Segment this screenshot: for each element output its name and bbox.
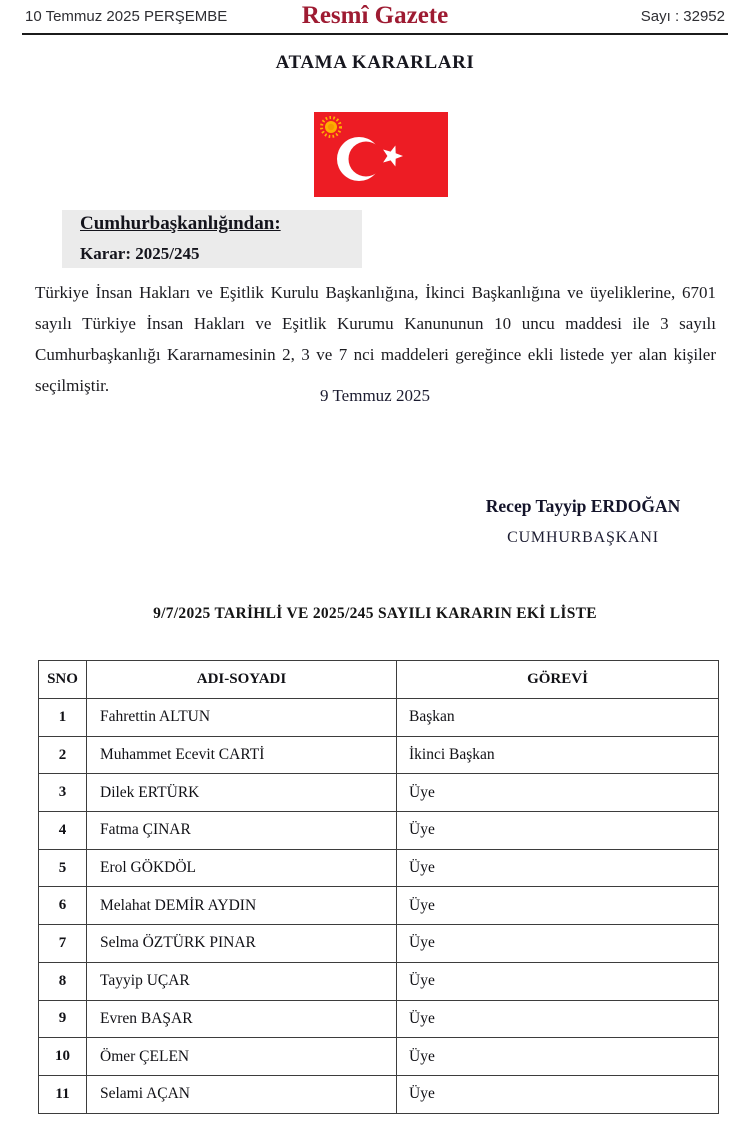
cell-sno: 10 <box>39 1038 87 1076</box>
annex-list-title: 9/7/2025 TARİHLİ VE 2025/245 SAYILI KARARIN EKİ LİSTE <box>153 605 597 622</box>
cell-role: Üye <box>397 1000 719 1038</box>
cell-sno: 4 <box>39 812 87 850</box>
cell-name: Evren BAŞAR <box>87 1000 397 1038</box>
cell-role: Üye <box>397 887 719 925</box>
table-row <box>39 1000 719 1038</box>
cell-role: Üye <box>397 925 719 963</box>
cell-name: Fatma ÇINAR <box>87 812 397 850</box>
cell-sno: 7 <box>39 925 87 963</box>
cell-role: Üye <box>397 962 719 1000</box>
cell-sno: 5 <box>39 849 87 887</box>
decree-date: 9 Temmuz 2025 <box>320 386 430 405</box>
cell-role: Üye <box>397 1038 719 1076</box>
cell-name: Fahrettin ALTUN <box>87 699 397 737</box>
masthead-issue-number: Sayı : 32952 <box>640 8 725 25</box>
table-row <box>39 849 719 887</box>
masthead-title: Resmî Gazete <box>301 2 449 29</box>
table-row <box>39 925 719 963</box>
annex-table <box>38 660 719 1114</box>
cell-name: Selma ÖZTÜRK PINAR <box>87 925 397 963</box>
signatory-name: Recep Tayyip ERDOĞAN <box>485 496 681 516</box>
masthead-date: 10 Temmuz 2025 PERŞEMBE <box>25 8 228 25</box>
masthead-divider <box>22 33 728 35</box>
flag-graphic <box>314 112 448 197</box>
cell-sno: 9 <box>39 1000 87 1038</box>
decree-number: Karar: 2025/245 <box>80 244 200 263</box>
cell-name: Tayyip UÇAR <box>87 962 397 1000</box>
signatory-title: CUMHURBAŞKANI <box>507 529 659 546</box>
cell-sno: 11 <box>39 1075 87 1113</box>
cell-sno: 2 <box>39 736 87 774</box>
cell-role: İkinci Başkan <box>397 736 719 774</box>
table-row <box>39 1075 719 1113</box>
signature-block <box>445 496 721 547</box>
table-row <box>39 812 719 850</box>
header-role: GÖREVİ <box>397 661 719 699</box>
decree-body-text: Türkiye İnsan Hakları ve Eşitlik Kurulu Başkanlığına, İkinci Başkanlığına ve üyeliklerine, 6701 sayılı Türkiye İnsan Hakları ve Eşitlik Kurumu Kanununun 10 uncu maddesi ile 3 sayılı Cumhurbaşkanlığı Kararnamesinin 2, 3 ve 7 nci maddeleri gereğince ekli listede yer alan kişiler seçilmiştir. <box>35 283 716 395</box>
cell-name: Melahat DEMİR AYDIN <box>87 887 397 925</box>
cell-name: Dilek ERTÜRK <box>87 774 397 812</box>
table-row <box>39 962 719 1000</box>
header-name: ADI-SOYADI <box>87 661 397 699</box>
cell-role: Üye <box>397 849 719 887</box>
cell-sno: 3 <box>39 774 87 812</box>
issuing-authority: Cumhurbaşkanlığından: <box>80 213 281 234</box>
table-row <box>39 774 719 812</box>
cell-role: Üye <box>397 774 719 812</box>
table-row <box>39 887 719 925</box>
annex-table-body <box>39 699 719 1114</box>
cell-sno: 6 <box>39 887 87 925</box>
cell-role: Başkan <box>397 699 719 737</box>
table-row <box>39 736 719 774</box>
cell-name: Erol GÖKDÖL <box>87 849 397 887</box>
annex-table-header-row <box>39 661 719 699</box>
cell-role: Üye <box>397 812 719 850</box>
cell-sno: 8 <box>39 962 87 1000</box>
cell-role: Üye <box>397 1075 719 1113</box>
section-title: ATAMA KARARLARI <box>275 52 475 73</box>
turkish-presidential-flag-icon <box>314 112 448 197</box>
cell-name: Muhammet Ecevit CARTİ <box>87 736 397 774</box>
cell-sno: 1 <box>39 699 87 737</box>
cell-name: Ömer ÇELEN <box>87 1038 397 1076</box>
cell-name: Selami AÇAN <box>87 1075 397 1113</box>
table-row <box>39 699 719 737</box>
header-sno: SNO <box>39 661 87 699</box>
table-row <box>39 1038 719 1076</box>
